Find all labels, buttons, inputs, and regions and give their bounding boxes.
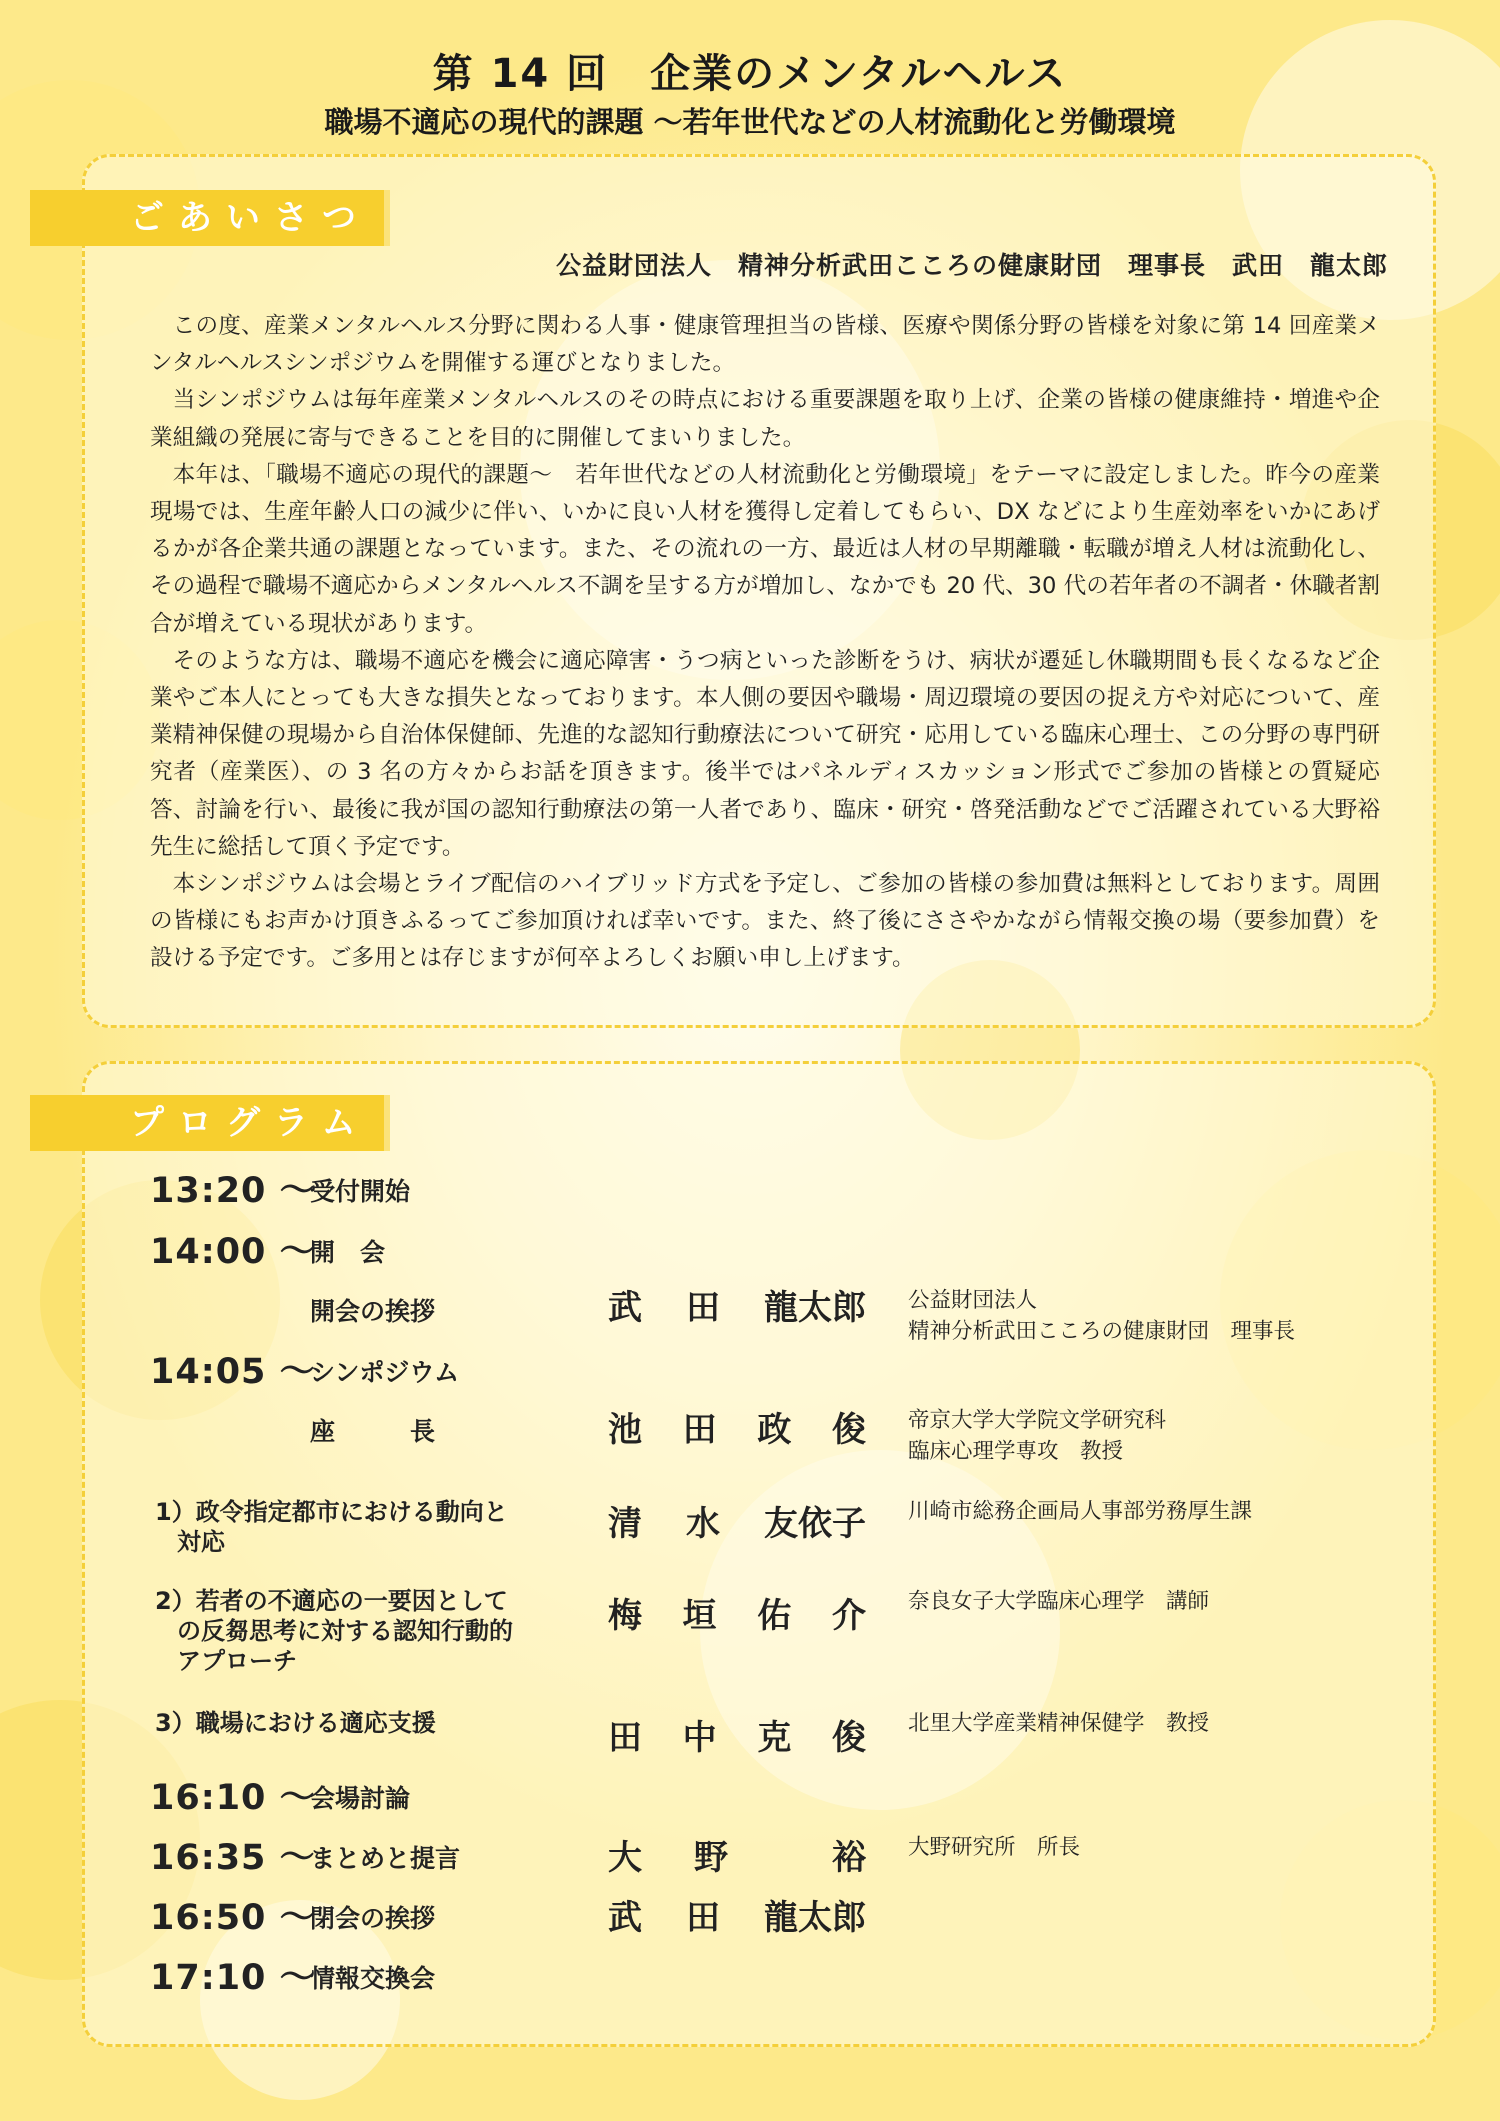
time-1635: 16:35 ～: [150, 1838, 316, 1878]
discussion-label: 会場討論: [310, 1784, 411, 1813]
time-1610: 16:10 ～: [150, 1778, 316, 1818]
affiliation-ono: 大野研究所 所長: [908, 1835, 1081, 1860]
affiliation-shimizu: 川崎市総務企画局人事部労務厚生課: [908, 1499, 1253, 1524]
topic-3: 3）職場における適応支援: [155, 1709, 436, 1737]
speaker-takeda: 武 田 龍太郎: [608, 1288, 866, 1328]
page-subtitle: 職場不適応の現代的課題 ～若年世代などの人材流動化と労働環境: [324, 105, 1176, 139]
symposium-label: シンポジウム: [310, 1358, 460, 1387]
opening-greeting-label: 開会の挨拶: [310, 1297, 436, 1326]
speaker-takeda-closing: 武 田 龍太郎: [608, 1898, 866, 1938]
topic-1: 1）政令指定都市における動向と 対応: [155, 1498, 508, 1556]
time-1710: 17:10 ～: [150, 1958, 316, 1998]
affiliation-takeda: 公益財団法人 精神分析武田こころの健康財団 理事長: [908, 1288, 1296, 1344]
greeting-signature: 公益財団法人 精神分析武田こころの健康財団 理事長 武田 龍太郎: [555, 251, 1388, 280]
time-1405: 14:05 ～: [150, 1352, 316, 1392]
closing-greeting-label: 閉会の挨拶: [310, 1904, 436, 1933]
greeting-paragraph: 本年は、「職場不適応の現代的課題～ 若年世代などの人材流動化と労働環境」をテーマに設定しました。昨今の産業現場では、生産年齢人口の減少に伴い、いかに良い人材を獲得し定着してもらい、DX などにより生産効率をいかにあげるかが各企業共通の課題となっています。また、その流れの一方、最近は人材の早期離職・転職が増え人材は流動化し、その過程で職場不適応からメンタルヘルス不調を呈する方が増加し、なかでも 20 代、30 代の若年者の不調者・休職者割合が増えている現状があります。: [150, 461, 1380, 637]
program-heading: プログラム: [30, 1095, 384, 1151]
greeting-paragraph: この度、産業メンタルヘルス分野に関わる人事・健康管理担当の皆様、医療や関係分野の皆様を対象に第 14 回産業メンタルヘルスシンポジウムを開催する運びとなりました。: [150, 313, 1380, 377]
greeting-body: [150, 308, 1380, 978]
time-1650: 16:50 ～: [150, 1898, 316, 1938]
program-panel: [82, 1061, 1436, 2047]
affiliation-umegaki: 奈良女子大学臨床心理学 講師: [908, 1589, 1210, 1614]
greeting-paragraph: そのような方は、職場不適応を機会に適応障害・うつ病といった診断をうけ、病状が遷延し休職期間も長くなるなど企業やご本人にとっても大きな損失となっております。本人側の要因や職場・周辺環境の要因の捉え方や対応について、産業精神保健の現場から自治体保健師、先進的な認知行動療法について研究・応用している臨床心理士、この分野の専門研究者（産業医）、の 3 名の方々からお話を頂きます。後半ではパネルディスカッション形式でご参加の皆様との質疑応答、討論を行い、最後に我が国の認知行動療法の第一人者であり、臨床・研究・啓発活動などでご活躍されている大野裕先生に総括して頂く予定です。: [150, 647, 1380, 860]
affiliation-ikeda: 帝京大学大学院文学研究科 臨床心理学専攻 教授: [908, 1408, 1167, 1464]
greeting-paragraph: 本シンポジウムは会場とライブ配信のハイブリッド方式を予定し、ご参加の皆様の参加費は無料としております。周囲の皆様にもお声かけ頂きふるってご参加頂ければ幸いです。また、終了後にささやかながら情報交換の場（要参加費）を設ける予定です。ご多用とは存じますが何卒よろしくお願い申し上げます。: [150, 871, 1380, 972]
chair-label: 座 長: [310, 1417, 436, 1446]
topic-2: 2）若者の不適応の一要因として の反芻思考に対する認知行動的 アプローチ: [155, 1587, 513, 1675]
greeting-paragraph: 当シンポジウムは毎年産業メンタルヘルスのその時点における重要課題を取り上げ、企業の皆様の健康維持・増進や企業組織の発展に寄与できることを目的に開催してまいりました。: [150, 387, 1380, 451]
speaker-ono: 大 野 裕: [608, 1838, 866, 1878]
exchange-label: 情報交換会: [310, 1964, 436, 1993]
greeting-heading: ごあいさつ: [30, 190, 384, 246]
time-1400: 14:00 ～: [150, 1232, 316, 1272]
affiliation-tanaka: 北里大学産業精神保健学 教授: [908, 1711, 1210, 1736]
page-title: 第 14 回 企業のメンタルヘルス: [432, 51, 1068, 97]
speaker-ikeda: 池 田 政 俊: [608, 1410, 866, 1450]
speaker-shimizu: 清 水 友依子: [608, 1504, 866, 1544]
speaker-tanaka: 田 中 克 俊: [608, 1718, 866, 1758]
speaker-umegaki: 梅 垣 佑 介: [608, 1596, 866, 1636]
reception-label: 受付開始: [310, 1177, 411, 1206]
time-1320: 13:20 ～: [150, 1171, 316, 1211]
opening-label: 開 会: [310, 1238, 386, 1267]
summary-label: まとめと提言: [310, 1844, 461, 1873]
